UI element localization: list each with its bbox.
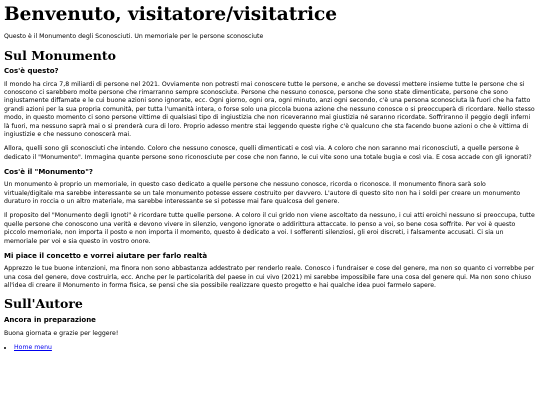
page-title: Benvenuto, visitatore/visitatrice <box>4 4 338 25</box>
nav-list <box>4 344 536 352</box>
author-subheading: Ancora in preparazione <box>4 316 96 325</box>
what-heading: Cos'è questo? <box>4 67 59 76</box>
why-heading: Cos'è il "Monumento"? <box>4 168 93 176</box>
what-paragraph-1: Il mondo ha circa 7,8 miliardi di persone nel 2021. Ovviamente non potresti mai conoscere tutte le persone, e anche se dovessi mettere insieme tutte le persone che si conoscono ci sarebbero molte persone che rimarranno sempre sconosciute. Persone che nessuno conosce, persone che sono state dimenticate, persone che sono ingiustamente diffamate e le cui buone azioni sono ignorate, ecc. Ogni giorno, ogni ora, ogni minuto, anzi ogni secondo, c'è una persona sconosciuta là fuori che ha fatto grandi azioni per la sua propria comunità, per tutta l'umanità intera, o forse solo una piccola buona azione che nessuno conosce o si preoccuperà di ricordare. Nello stesso modo, in questo momento ci sono persone vittime di qualsiasi tipo di ingiustizia che non riceveranno mai giustizia né saranno ricordate. Soffriranno il peggio degli inferni là fuori, ma nessuno saprà mai o si prenderà cura di loro. Proprio adesso mentre stai leggendo queste righe c'è qualcuno che sta facendo buone azioni o che è vittima di ingiustizie e che nessuno conoscerà mai. <box>4 80 535 138</box>
why-paragraph-2: Il proposito del "Monumento degli Ignoti" è ricordare tutte quelle persone. A coloro il cui grido non viene ascoltato da nessuno, i cui atti eroichi nessuno si preoccupa, tutte quelle persone che conoscono una verità e devono vivere in silenzio, vengono ignorate o addirittura attaccate. Io penso a voi, so bene cosa soffrite. Per voi è questo piccolo memoriale, non importa il posto e non importa il momento, questo è dedicato a voi. I sofferenti silenziosi, gli eroi discreti, i falsamente accusati. Ci sia un memoriale per voi e sia questo in vostro onore. <box>4 212 535 245</box>
author-text: Buona giornata e grazie per leggere! <box>4 329 119 337</box>
help-paragraph: Apprezzo le tue buone intenzioni, ma finora non sono abbastanza addestrato per renderlo reale. Conosco i fundraiser e cose del genere, ma non so quanto ci vorrebbe per una cosa del genere, dove costruirla, ecc. Anche per le particolarità del paese in cui vivo (2021) mi sarebbe impossibile fare una cosa del genere qui. Ma non sono chiuso all'idea di creare il Monumento in forma fisica, se pensi che sia possibile realizzare questo progetto e hai qualche idea puoi farmelo sapere. <box>4 265 535 290</box>
monument-heading: Sul Monumento <box>4 47 116 63</box>
help-heading: Mi piace il concetto e vorrei aiutare per farlo realtà <box>4 251 208 260</box>
why-paragraph-1: Un monumento è proprio un memoriale, in questo caso dedicato a quelle persone che nessuno conosce, ricorda o riconosce. Il monumento finora sarà solo virtuale/digitale ma sarebbe interessante se un tale monumento potesse essere costruito per davvero. L'autore di questo sito non ha i soldi per creare un monumento duraturo in roccia o un altro materiale, ma sarebbe interessante se si potesse mai fare qualcosa del genere. <box>4 181 521 206</box>
monument-section <box>4 49 536 291</box>
home-menu-link[interactable]: Home menu <box>14 343 52 351</box>
what-paragraph-2: Allora, quelli sono gli sconosciuti che intendo. Coloro che nessuno conosce, quelli dimenticati e così via. A coloro che non saranno mai riconosciuti, a quelle persone è dedicato il "Monumento". Immagina quante persone sono riconosciute per cose che non fanno, le cui vite sono una totale bugia e così via. E cosa accade con gli ignorati? <box>4 145 532 161</box>
intro-text: Questo è il Monumento degli Sconosciuti. Un memoriale per le persone sconosciute <box>4 33 264 41</box>
author-section <box>4 297 536 338</box>
nav-list-item <box>14 344 536 352</box>
author-heading: Sull'Autore <box>4 296 83 312</box>
